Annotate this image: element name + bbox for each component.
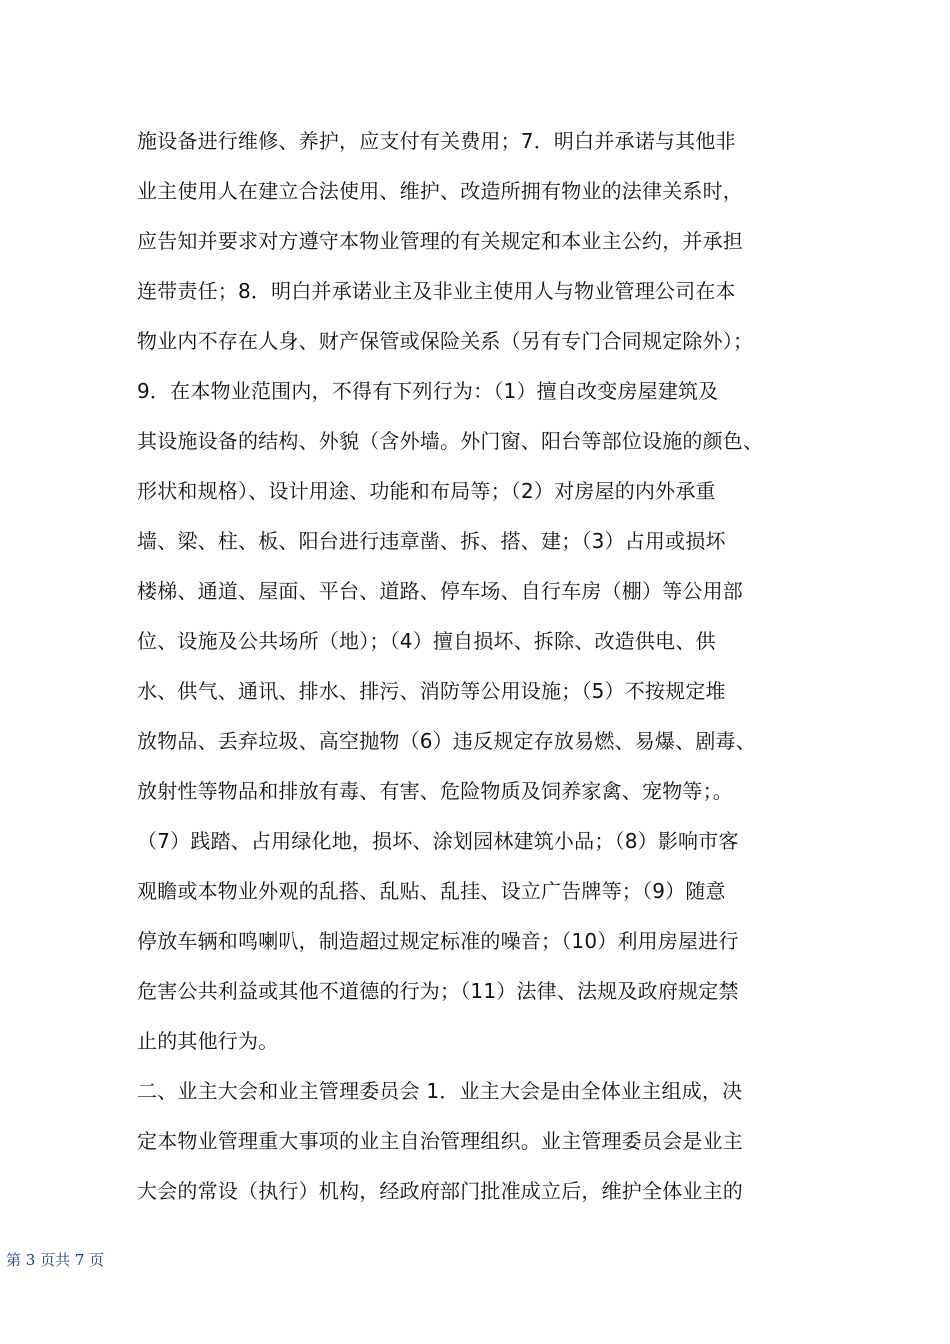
text-line: 其设施设备的结构、外貌（含外墙。外门窗、阳台等部位设施的颜色、 <box>137 429 764 453</box>
text-line: 形状和规格）、设计用途、功能和布局等；（2）对房屋的内外承重 <box>137 479 716 503</box>
text-line: 应告知并要求对方遵守本物业管理的有关规定和本业主公约，并承担 <box>137 229 743 253</box>
text-line: 定本物业管理重大事项的业主自治管理组织。业主管理委员会是业主 <box>137 1129 743 1153</box>
text-line: 连带责任；8．明白并承诺业主及非业主使用人与物业管理公司在本 <box>137 279 736 303</box>
text-line: 大会的常设（执行）机构，经政府部门批准成立后，维护全体业主的 <box>137 1179 743 1203</box>
text-line: 墙、梁、柱、板、阳台进行违章凿、拆、搭、建；（3）占用或损坏 <box>137 529 726 553</box>
document-body <box>137 116 837 1216</box>
text-line: 放射性等物品和排放有毒、有害、危险物质及饲养家禽、宠物等；。 <box>137 779 733 803</box>
text-line: 停放车辆和鸣喇叭，制造超过规定标准的噪音；（10）利用房屋进行 <box>137 929 739 953</box>
text-line: 位、设施及公共场所（地）；（4）擅自损坏、拆除、改造供电、供 <box>137 629 716 653</box>
text-line: 业主使用人在建立合法使用、维护、改造所拥有物业的法律关系时， <box>137 179 743 203</box>
text-line: 观瞻或本物业外观的乱搭、乱贴、乱挂、设立广告牌等；（9）随意 <box>137 879 726 903</box>
text-line: 水、供气、通讯、排水、排污、消防等公用设施；（5）不按规定堆 <box>137 679 726 703</box>
text-line: （7）践踏、占用绿化地，损坏、涂划园林建筑小品；（8）影响市客 <box>137 829 739 853</box>
text-line: 止的其他行为。 <box>137 1029 279 1053</box>
text-line: 施设备进行维修、养护，应支付有关费用；7．明白并承诺与其他非 <box>137 129 736 153</box>
page-indicator: 第 3 页共 7 页 <box>6 1251 105 1269</box>
text-line: 二、业主大会和业主管理委员会 1．业主大会是由全体业主组成，决 <box>137 1079 743 1103</box>
text-line: 物业内不存在人身、财产保管或保险关系（另有专门合同规定除外）； <box>137 329 754 353</box>
text-line: 放物品、丢弃垃圾、高空抛物（6）违反规定存放易燃、易爆、剧毒、 <box>137 729 756 753</box>
text-line: 9．在本物业范围内，不得有下列行为：（1）擅自改变房屋建筑及 <box>137 379 719 403</box>
text-line: 危害公共利益或其他不道德的行为；（11）法律、法规及政府规定禁 <box>137 979 739 1003</box>
text-line: 楼梯、通道、屋面、平台、道路、停车场、自行车房（棚）等公用部 <box>137 579 743 603</box>
